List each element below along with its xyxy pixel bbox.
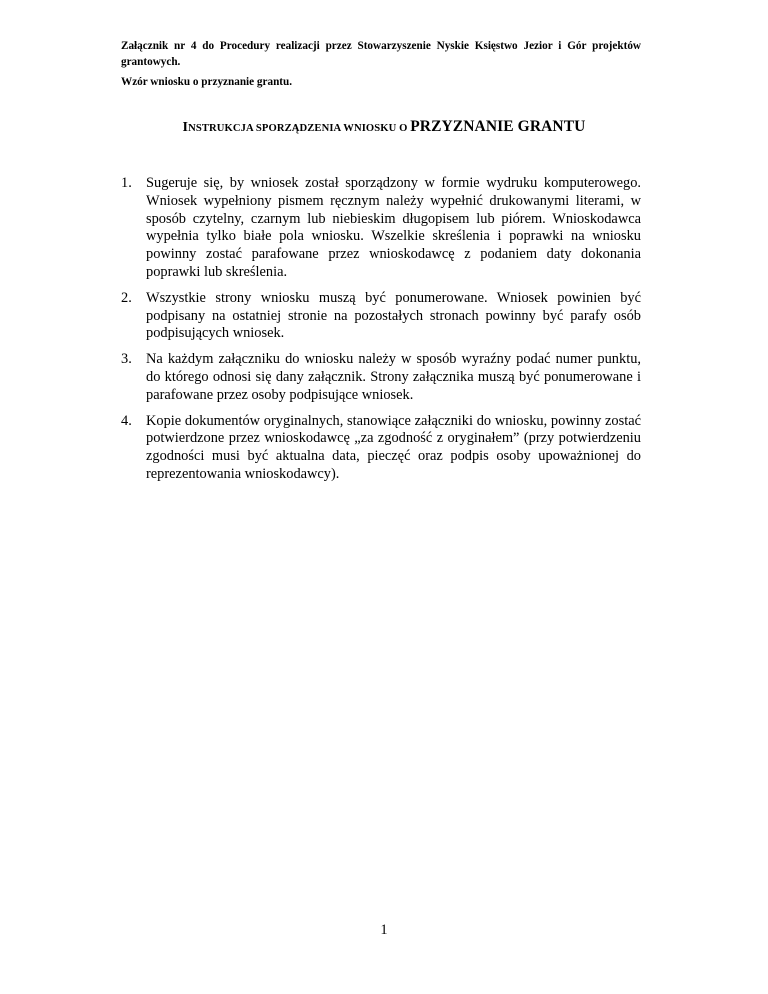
form-template-subtitle: Wzór wniosku o przyznanie grantu. xyxy=(121,76,293,88)
attachment-header: Załącznik nr 4 do Procedury realizacji przez Stowarzyszenie Nyskie Księstwo Jezior i Gór projektów grantowych. xyxy=(121,40,641,68)
list-item xyxy=(121,290,641,343)
list-item-number: 3. xyxy=(121,351,132,368)
list-item-text: Sugeruje się, by wniosek został sporządzony w formie wydruku komputerowego. Wniosek wypełniony pismem ręcznym należy wypełnić drukowanymi literami, w sposób czytelny, czarnym lub niebieskim długopisem lub piórem. Wnioskodawca wypełnia tylko białe pola wniosku. Wszelkie skreślenia i poprawki na wniosku powinny zostać parafowane przez wnioskodawcę z podaniem daty dokonania poprawki lub skreślenia. xyxy=(146,175,641,280)
title-large: PRZYZNANIE GRANTU xyxy=(410,118,586,135)
instruction-list xyxy=(121,175,641,492)
list-item xyxy=(121,175,641,282)
list-item-text: Wszystkie strony wniosku muszą być ponumerowane. Wniosek powinien być podpisany na ostatniej stronie na pozostałych stronach powinny być parafy osób podpisujących wniosek. xyxy=(146,289,641,342)
list-item xyxy=(121,351,641,404)
title-small-caps: NSTRUKCJA SPORZĄDZENIA WNIOSKU O xyxy=(188,123,411,134)
list-item-number: 1. xyxy=(121,175,132,191)
list-item-text: Na każdym załączniku do wniosku należy w sposób wyraźny podać numer punktu, do którego odnosi się dany załącznik. Strony załącznika muszą być ponumerowane i parafowane przez osoby podpisujące wniosek. xyxy=(146,351,641,403)
document-title xyxy=(0,117,768,139)
list-item-number: 2. xyxy=(121,289,132,306)
title-first-letter: I xyxy=(182,120,189,135)
list-item xyxy=(121,413,641,484)
page-number: 1 xyxy=(380,922,388,938)
list-item-text: Kopie dokumentów oryginalnych, stanowiące załączniki do wniosku, powinny zostać potwierdzone przez wnioskodawcę „za zgodność z oryginałem” (przy potwierdzeniu zgodności musi być aktualna data, pieczęć oraz podpis osoby upoważnionej do reprezentowania wnioskodawcy). xyxy=(146,412,641,482)
list-item-number: 4. xyxy=(121,412,132,429)
